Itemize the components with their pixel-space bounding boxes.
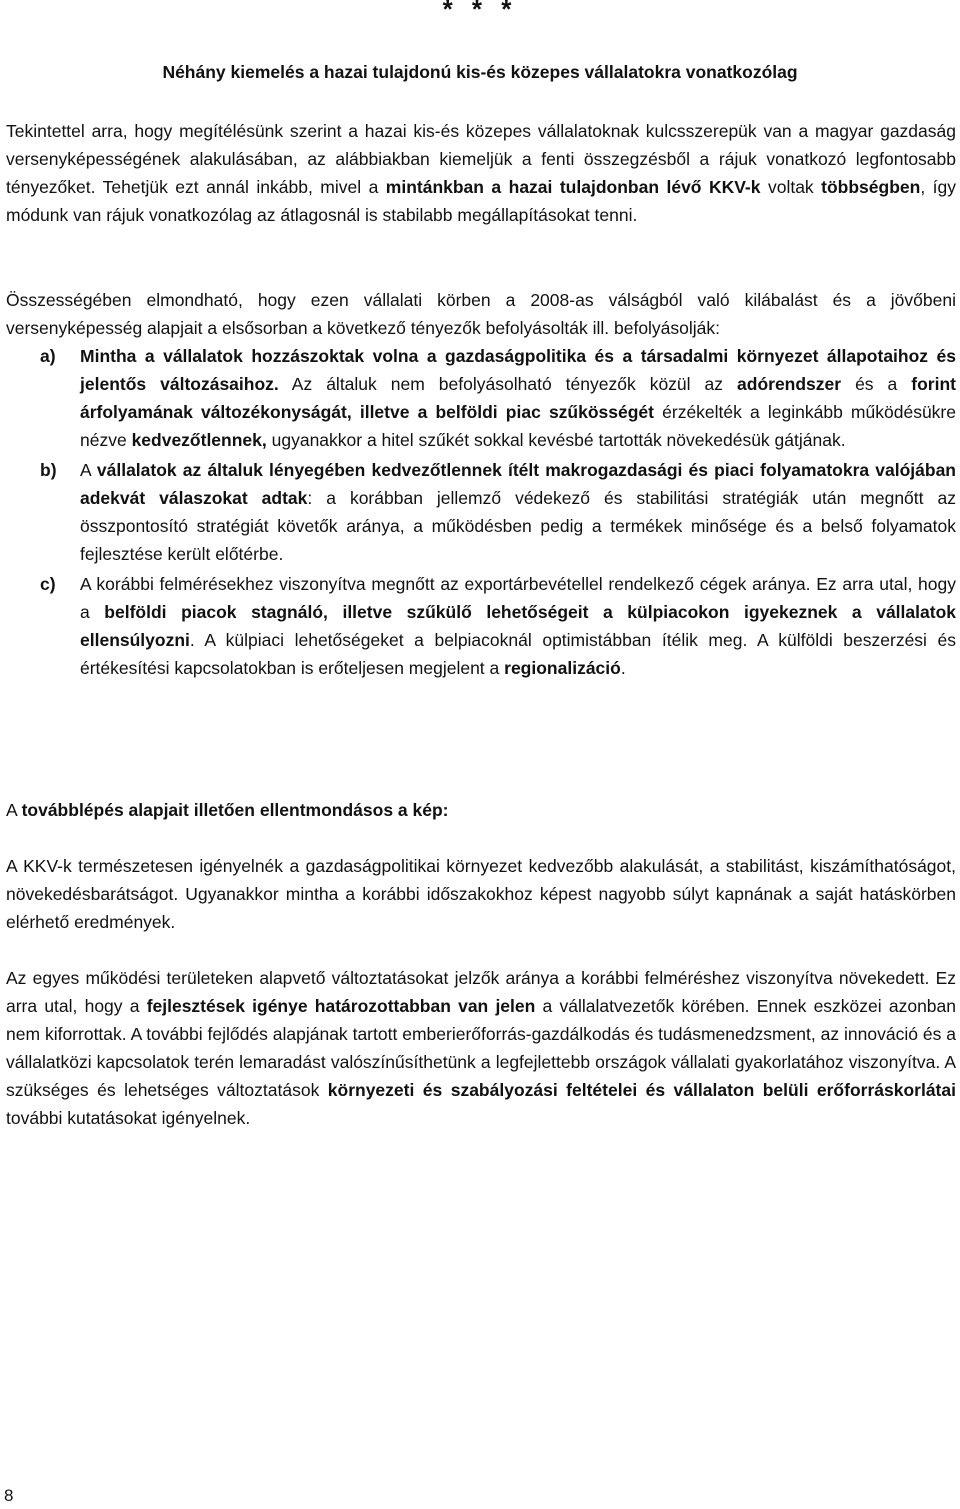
text-run: A xyxy=(6,800,22,820)
text-run: : a korábban jellemző védekező és stabilitási stratégiák után megnőtt az összpontosító stratégiát követők aránya, a működésben pedig a termékek minősége és a belső folyamatok fejlesztése került előtérbe. xyxy=(80,488,956,564)
bold-run: környezeti és szabályozási feltételei és vállalaton belüli erőforráskorlátai xyxy=(327,1080,956,1100)
bold-run: Mintha a vállalatok hozzászoktak volna a gazdaságpolitika és a társadalmi környezet állapotaihoz és jelentős változásaihoz. xyxy=(80,346,956,394)
list-item xyxy=(6,570,956,682)
text-run: A korábbi felmérésekhez viszonyítva megnőtt az exportárbevétellel rendelkező cégek aránya. Ez arra utal, hogy a xyxy=(80,574,956,622)
bold-run: kedvezőtlennek, xyxy=(131,430,267,450)
section-separator: * * * xyxy=(442,0,518,24)
intro-paragraph xyxy=(6,117,956,229)
bold-run: továbblépés alapjait illetően ellentmondásos a kép: xyxy=(21,800,449,820)
text-run: ugyanakkor a hitel szűkét sokkal kevésbé tartották növekedésük gátjának. xyxy=(266,430,846,450)
text-run: voltak xyxy=(760,177,822,197)
text-run: további kutatásokat igényelnek. xyxy=(6,1108,251,1128)
text-run: érzékelték a leginkább működésükre nézve xyxy=(80,402,956,450)
kkv-paragraph: A KKV-k természetesen igényelnék a gazdaságpolitikai környezet kedvezőbb alakulását, a stabilitást, kiszámíthatóságot, növekedésbarátságot. Ugyanakkor mintha a korábbi időszakokhoz képest nagyobb súlyt kapnának a saját hatáskörben elérhető eredmények. xyxy=(6,856,956,932)
list-marker: c) xyxy=(40,574,56,594)
bold-run: vállalatok az általuk lényegében kedvezőtlennek ítélt makrogazdasági és piaci folyamatokra valójában adekvát válaszokat adtak xyxy=(80,460,956,508)
bold-run: forint árfolyamának változékonyságát, illetve a belföldi piac szűkösségét xyxy=(80,374,956,422)
subheading-paragraph xyxy=(6,796,956,824)
bold-run: regionalizáció xyxy=(504,658,621,678)
bold-run: belföldi piacok stagnáló, illetve szűkülő lehetőségeit a külpiacokon igyekeznek a vállalatok ellensúlyozni xyxy=(80,602,956,650)
list-marker: a) xyxy=(40,346,56,366)
development-paragraph xyxy=(6,964,956,1132)
bold-run: többségben xyxy=(821,177,921,197)
factor-list xyxy=(6,342,956,684)
page-number: 8 xyxy=(4,1486,14,1505)
list-item xyxy=(6,342,956,454)
section-heading: Néhány kiemelés a hazai tulajdonú kis-és közepes vállalatokra vonatkozólag xyxy=(162,62,798,82)
bold-run: adórendszer xyxy=(737,374,842,394)
list-item xyxy=(6,456,956,568)
text-run: a vállalatvezetők körében. Ennek eszközei azonban nem kiforrottak. A további fejlődés alapjának tartott emberierőforrás-gazdálkodás és tudásmenedzsment, az innováció és a vállalatközi kapcsolatok terén lemaradást valószínűsíthetünk a legfejlettebb országok vállalati gyakorlatához viszonyítva. A szükséges és lehetséges változtatások xyxy=(6,996,956,1100)
text-run: Az egyes működési területeken alapvető változtatásokat jelzők aránya a korábbi felméréshez viszonyítva növekedett. Ez arra utal, hogy a xyxy=(6,968,956,1016)
text-run: és a xyxy=(841,374,912,394)
text-run: A xyxy=(80,460,97,480)
bold-run: fejlesztések igénye határozottabban van jelen xyxy=(146,996,536,1016)
bold-run: mintánkban a hazai tulajdonban lévő KKV-k xyxy=(385,177,761,197)
summary-paragraph: Összességében elmondható, hogy ezen vállalati körben a 2008-as válságból való kilábalást és a jövőbeni versenyképesség alapjait a elsősorban a következő tényezők befolyásolták ill. befolyásolják: xyxy=(6,290,956,338)
text-run: Tekintettel arra, hogy megítélésünk szerint a hazai kis-és közepes vállalatoknak kulcsszerepük van a magyar gazdaság versenyképességének alakulásában, az alábbiakban kiemeljük a fenti összegzésből a rájuk vonatkozó legfontosabb tényezőket. Tehetjük ezt annál inkább, mivel a xyxy=(6,121,956,197)
text-run: . xyxy=(620,658,626,678)
text-run: . A külpiaci lehetőségeket a belpiacoknál optimistábban ítélik meg. A külföldi beszerzési és értékesítési kapcsolatokban is erőteljesen megjelent a xyxy=(80,630,956,678)
text-run: Az általuk nem befolyásolható tényezők közül az xyxy=(278,374,738,394)
list-marker: b) xyxy=(40,460,57,480)
text-run: , így módunk van rájuk vonatkozólag az átlagosnál is stabilabb megállapításokat tenni. xyxy=(6,177,956,225)
